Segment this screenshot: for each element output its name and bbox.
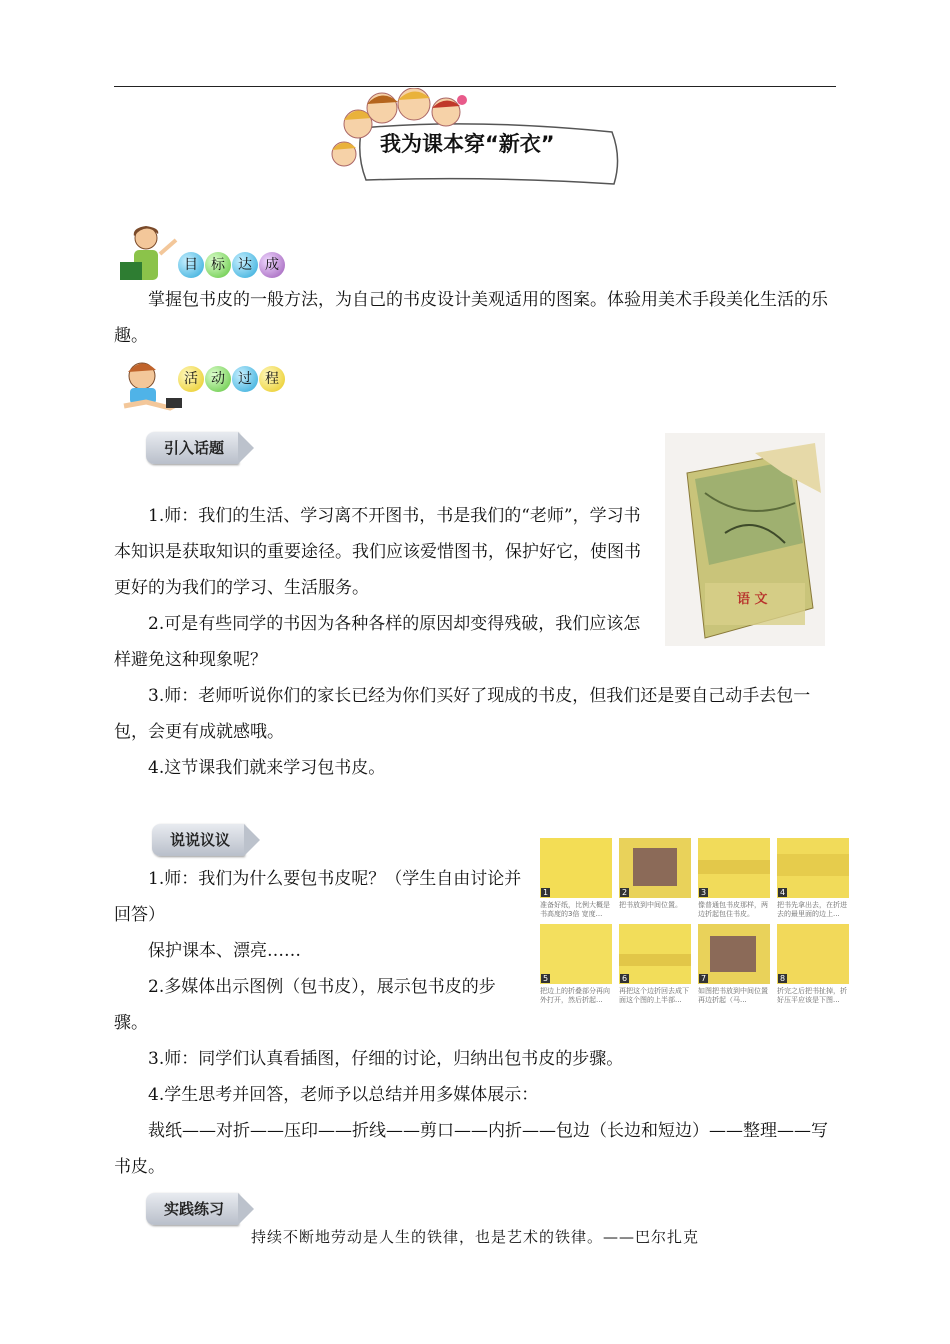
step-number: 6 [622,974,628,983]
step-card-2 [619,838,691,921]
step-card-1 [540,838,612,921]
process-char-1: 活 [178,366,204,392]
page-title: 我为课本穿“新衣” [380,132,555,156]
header-rule [114,86,836,87]
step-number: 8 [780,974,786,983]
step-number: 7 [701,974,707,983]
step-caption: 准备好纸，比例大概是书高度的3倍 宽度... [540,901,610,918]
teacher-illustration [116,224,186,288]
step-caption: 像普通包书皮那样，两边折起包住书皮。 [698,901,768,918]
process-char-4: 程 [259,366,285,392]
intro-paragraph-1: 1.师：我们的生活、学习离不开图书，书是我们的“老师”，学习书本知识是获取知识的重要途径。我们应该爱惜图书，保护好它，使图书更好的为我们的学习、生活服务。 [114,506,641,598]
intro-paragraph-3: 3.师：老师听说你们的家长已经为你们买好了现成的书皮，但我们还是要自己动手去包一包，会更有成就感哦。 [114,686,811,742]
step-caption: 折完之后把书扯掉，折好压平应该是下图... [777,987,847,1004]
step-caption: 再把这个边折回去成下面这个图的上半部... [619,987,689,1004]
step-card-5 [540,924,612,1007]
discuss-paragraph-3: 3.师：同学们认真看插图，仔细的讨论，归纳出包书皮的步骤。 [148,1049,624,1069]
goal-char-2: 标 [205,252,231,278]
badge-practice [146,1193,254,1225]
step-caption: 把边上的折叠部分再向外打开，然后折起... [540,987,610,1004]
wrapping-steps-figure [540,838,850,1008]
goal-char-1: 目 [178,252,204,278]
intro-paragraph-4: 4.这节课我们就来学习包书皮。 [148,758,386,778]
discuss-steps-summary: 裁纸——对折——压印——折线——剪口——内折——包边（长边和短边）——整理——写书皮。 [114,1121,828,1177]
step-number: 2 [622,888,628,897]
step-card-3 [698,838,770,921]
discuss-answer: 保护课本、漂亮…… [148,941,301,961]
badge-intro [146,432,254,464]
step-number: 5 [543,974,549,983]
step-number: 4 [780,888,786,897]
step-caption: 把书先拿出去，在折进去的最里面的边上... [777,901,847,918]
discuss-paragraph-2: 2.多媒体出示图例（包书皮），展示包书皮的步骤。 [114,977,496,1033]
goal-text: 掌握包书皮的一般方法，为自己的书皮设计美观适用的图案。体验用美术手段美化生活的乐趣。 [114,290,828,346]
footer-quote: 持续不断地劳动是人生的铁律，也是艺术的铁律。——巴尔扎克 [250,1228,699,1246]
discuss-paragraph-4: 4.学生思考并回答，老师予以总结并用多媒体展示： [148,1085,539,1105]
intro-paragraph-2: 2.可是有些同学的书因为各种各样的原因却变得残破，我们应该怎样避免这种现象呢？ [114,614,641,670]
badge-discuss [152,824,260,856]
goal-char-3: 达 [232,252,258,278]
goal-char-4: 成 [259,252,285,278]
step-number: 3 [701,888,707,897]
discuss-paragraph-1: 1.师：我们为什么要包书皮呢？（学生自由讨论并回答） [114,869,522,925]
step-card-6 [619,924,691,1007]
process-char-3: 过 [232,366,258,392]
book-cover-label: 语 文 [737,592,768,607]
badge-intro-label: 引入话题 [146,432,238,464]
worn-textbook-photo [665,433,825,646]
step-number: 1 [543,888,549,897]
step-caption: 如图把书放到中间位置 再边折起（马... [698,987,768,1004]
step-card-4 [777,838,849,921]
process-char-2: 动 [205,366,231,392]
badge-discuss-label: 说说议议 [152,824,244,856]
step-caption: 把书放到中间位置。 [619,901,682,909]
step-card-8 [777,924,849,1007]
step-card-7 [698,924,770,1007]
badge-practice-label: 实践练习 [146,1193,238,1225]
